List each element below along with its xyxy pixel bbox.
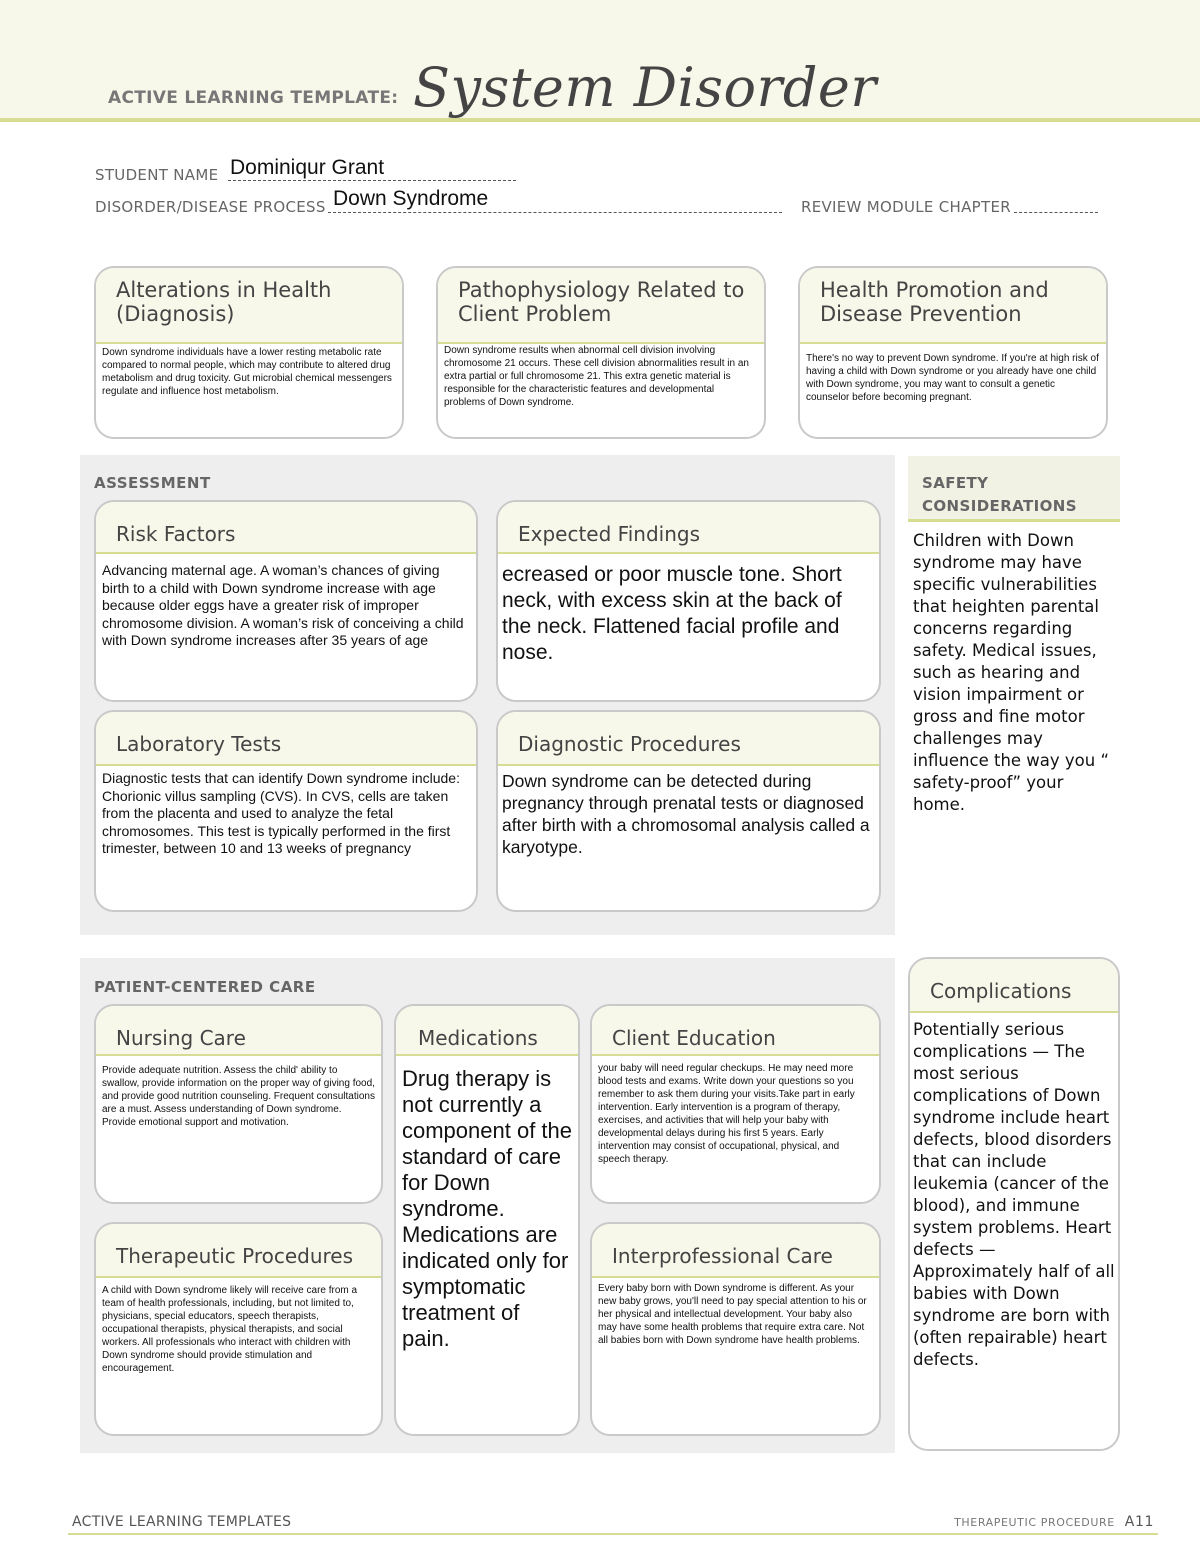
page-number: A11 bbox=[1124, 1514, 1154, 1530]
student-name-line bbox=[228, 180, 516, 181]
diagnostic-procedures-text: Down syndrome can be detected during pregnancy through prenatal tests or diagnosed after birth with a chromosomal analysis called a karyotype. bbox=[502, 771, 870, 857]
interprofessional-care-title: Interprofessional Care bbox=[592, 1224, 879, 1278]
medications-text: Drug therapy is not currently a component of the standard of care for Down syndrome. Medications are indicated only for symptomatic treatment of pain. bbox=[402, 1066, 573, 1351]
medications-title: Medications bbox=[396, 1006, 578, 1056]
header-band bbox=[0, 0, 1200, 122]
nursing-care-title: Nursing Care bbox=[96, 1006, 381, 1056]
laboratory-tests-title: Laboratory Tests bbox=[96, 712, 476, 766]
footer-divider bbox=[68, 1533, 1158, 1535]
disorder-field[interactable]: Down Syndrome bbox=[333, 187, 489, 210]
expected-findings-text: ecreased or poor muscle tone. Short neck, with excess skin at the back of the neck. Flattened facial profile and nose. bbox=[502, 563, 842, 664]
review-module-line bbox=[1014, 212, 1098, 213]
footer-right bbox=[954, 1514, 1154, 1530]
risk-factors-text: Advancing maternal age. A woman’s chances of giving birth to a child with Down syndrome increase with age because older eggs have a greater risk of improper chromosome division. A woman’s risk of conceiving a child with Down syndrome increases after 35 years of age bbox=[102, 562, 464, 649]
safety-text: Children with Down syndrome may have specific vulnerabilities that heighten parental concerns regarding safety. Medical issues, such as hearing and vision impairment or gross and fine motor challenges may influence the way you “ safety-proof” your home. bbox=[913, 531, 1110, 814]
therapeutic-procedures-title: Therapeutic Procedures bbox=[96, 1224, 381, 1278]
client-education-card bbox=[590, 1004, 881, 1204]
alterations-text: Down syndrome individuals have a lower resting metabolic rate compared to normal people, which may contribute to altered drug metabolism and drug toxicity. Gut microbial chemical messengers regulate and influence host metabolism. bbox=[102, 347, 392, 397]
client-education-title: Client Education bbox=[592, 1006, 879, 1056]
pathophysiology-card bbox=[436, 266, 766, 439]
risk-factors-card bbox=[94, 500, 478, 702]
nursing-care-text: Provide adequate nutrition. Assess the child' ability to swallow, provide information on the proper way of giving food, and provide good nutrition counseling. Frequent consultations are a must. Assess understanding of Down syndrome. Provide emotional support and motivation. bbox=[102, 1065, 375, 1128]
student-name-label: STUDENT NAME bbox=[95, 166, 219, 184]
nursing-care-card bbox=[94, 1004, 383, 1204]
pathophysiology-text: Down syndrome results when abnormal cell division involving chromosome 21 occurs. These cell division abnormalities result in an extra partial or full chromosome 21. This extra genetic material is responsible for the characteristic features and developmental problems of Down syndrome. bbox=[444, 345, 749, 408]
health-promotion-title: Health Promotion and Disease Prevention bbox=[800, 268, 1106, 344]
laboratory-tests-card bbox=[94, 710, 478, 912]
alterations-title: Alterations in Health (Diagnosis) bbox=[96, 268, 402, 344]
health-promotion-card bbox=[798, 266, 1108, 439]
student-name-field[interactable]: Dominiqur Grant bbox=[230, 156, 385, 179]
complications-title: Complications bbox=[910, 959, 1118, 1013]
diagnostic-procedures-title: Diagnostic Procedures bbox=[498, 712, 879, 766]
medications-card bbox=[394, 1004, 580, 1436]
client-education-text: your baby will need regular checkups. He may need more blood tests and exams. Write down your questions so you remember to ask them during your visits.Take part in early intervention. Early intervention is a program of therapy, exercises, and activities that will help your baby with developmental delays during his first 5 years. Early intervention may consist of occupational, physical, and speech therapy. bbox=[598, 1063, 855, 1165]
risk-factors-title: Risk Factors bbox=[96, 502, 476, 554]
assessment-label: ASSESSMENT bbox=[94, 474, 211, 492]
interprofessional-care-card bbox=[590, 1222, 881, 1436]
therapeutic-procedures-card bbox=[94, 1222, 383, 1436]
alterations-card bbox=[94, 266, 404, 439]
template-title: System Disorder bbox=[413, 56, 877, 119]
disorder-line bbox=[328, 212, 782, 213]
disorder-label: DISORDER/DISEASE PROCESS bbox=[95, 198, 326, 216]
footer-left-label: ACTIVE LEARNING TEMPLATES bbox=[72, 1514, 292, 1530]
complications-card bbox=[908, 957, 1120, 1451]
complications-text: Potentially serious complications — The most serious complications of Down syndrome include heart defects, blood disorders that can include leukemia (cancer of the blood), and immune system problems. Heart defects — Approximately half of all babies with Down syndrome are born with (often repairable) heart defects. bbox=[913, 1020, 1115, 1369]
template-label: ACTIVE LEARNING TEMPLATE: bbox=[108, 88, 399, 108]
health-promotion-text: There's no way to prevent Down syndrome. If you're at high risk of having a child with Down syndrome or you already have one child with Down syndrome, you may want to consult a genetic counselor before becoming pregnant. bbox=[806, 353, 1099, 403]
therapeutic-procedures-text: A child with Down syndrome likely will receive care from a team of health professionals, including, but not limited to, physicians, special educators, speech therapists, occupational therapists, physical therapists, and social workers. All professionals who interact with children with Down syndrome should provide stimulation and encouragement. bbox=[102, 1285, 358, 1374]
footer-section-label: THERAPEUTIC PROCEDURE bbox=[954, 1516, 1115, 1529]
laboratory-tests-text: Diagnostic tests that can identify Down syndrome include: Chorionic villus sampling (CVS). In CVS, cells are taken from the placenta and used to analyze the fetal chromosomes. This test is typically performed in the first trimester, between 10 and 13 weeks of pregnancy bbox=[102, 770, 460, 857]
interprofessional-care-text: Every baby born with Down syndrome is different. As your new baby grows, you'll need to pay special attention to his or her physical and intellectual development. Your baby also may have some health problems that require extra care. Not all babies born with Down syndrome have health problems. bbox=[598, 1283, 867, 1346]
pathophysiology-title: Pathophysiology Related to Client Problem bbox=[438, 268, 764, 344]
diagnostic-procedures-card bbox=[496, 710, 881, 912]
patient-care-label: PATIENT-CENTERED CARE bbox=[94, 978, 316, 996]
safety-header bbox=[908, 456, 1120, 522]
review-module-label: REVIEW MODULE CHAPTER bbox=[801, 198, 1011, 216]
expected-findings-title: Expected Findings bbox=[498, 502, 879, 554]
expected-findings-card bbox=[496, 500, 881, 702]
safety-title: SAFETY CONSIDERATIONS bbox=[922, 474, 1077, 515]
